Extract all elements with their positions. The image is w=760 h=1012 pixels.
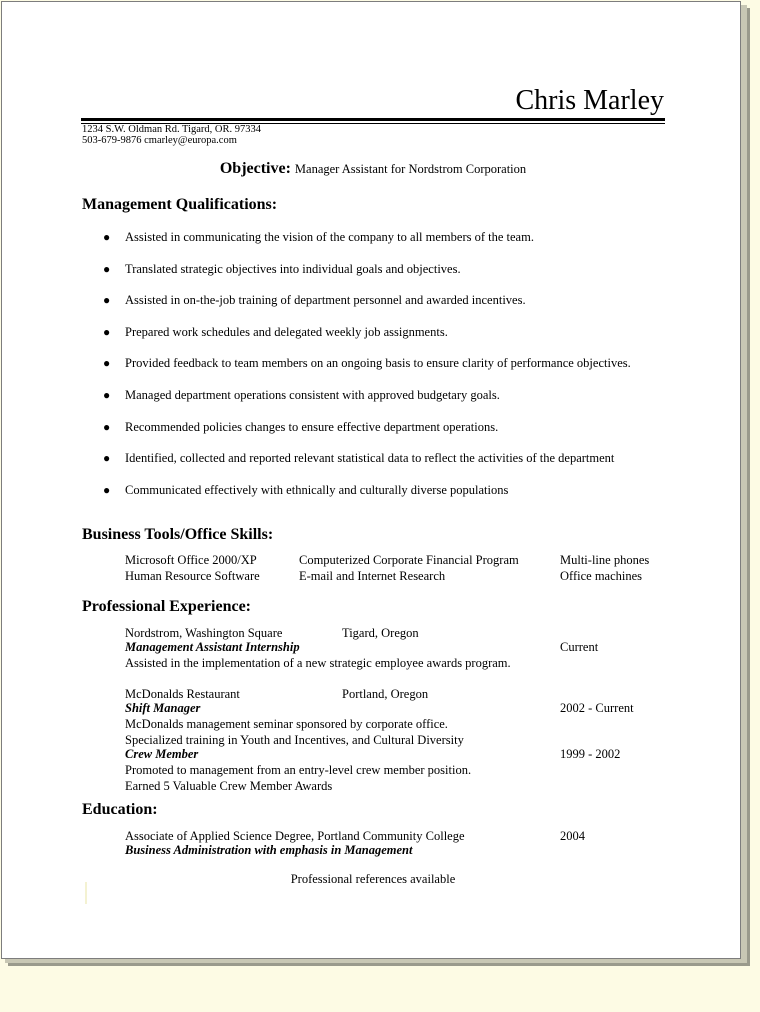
skill-item: E-mail and Internet Research (299, 569, 446, 583)
job-detail: McDonalds management seminar sponsored by corporate office. (125, 717, 448, 731)
bullet-icon: ● (103, 420, 111, 434)
skill-item: Microsoft Office 2000/XP (125, 553, 257, 567)
job-dates: 1999 - 2002 (560, 747, 621, 761)
job-dates: Current (560, 640, 599, 654)
education-major: Business Administration with emphasis in Management (125, 843, 413, 857)
skill-item: Computerized Corporate Financial Program (299, 553, 519, 567)
job-role: Crew Member (125, 747, 199, 761)
bullet-icon: ● (103, 293, 111, 307)
objective-text: Manager Assistant for Nordstrom Corporation (294, 162, 527, 176)
objective-label: Objective: (219, 160, 291, 177)
job-detail: Specialized training in Youth and Incentives, and Cultural Diversity (125, 733, 464, 747)
skill-item: Office machines (560, 569, 643, 583)
resume-page (1, 1, 741, 959)
objective-line (2, 160, 744, 178)
bullet-icon: ● (103, 388, 111, 402)
job-dates: 2002 - Current (560, 701, 634, 715)
education-degree: Associate of Applied Science Degree, Portland Community College (125, 829, 465, 843)
job-detail: Earned 5 Valuable Crew Member Awards (125, 779, 333, 793)
job-role: Shift Manager (125, 701, 201, 715)
bullet-icon: ● (103, 356, 111, 370)
applicant-name: Chris Marley (515, 85, 664, 116)
job-location: Portland, Oregon (342, 687, 429, 701)
qualification-item: Identified, collected and reported relevant statistical data to reflect the activities of the department (125, 451, 615, 465)
phone-email: 503-679-9876 cmarley@europa.com (82, 135, 237, 146)
section-title-skills: Business Tools/Office Skills: (82, 526, 274, 543)
job-location: Tigard, Oregon (342, 626, 419, 640)
section-title-experience: Professional Experience: (82, 598, 252, 615)
section-title-education: Education: (82, 801, 158, 818)
section-title-qualifications: Management Qualifications: (82, 196, 278, 213)
qualification-item: Translated strategic objectives into individual goals and objectives. (125, 262, 461, 276)
education-year: 2004 (560, 829, 585, 843)
skill-item: Multi-line phones (560, 553, 650, 567)
bullet-icon: ● (103, 483, 111, 497)
qualification-item: Prepared work schedules and delegated weekly job assignments. (125, 325, 448, 339)
job-employer: McDonalds Restaurant (125, 687, 240, 701)
references-note: Professional references available (290, 872, 456, 886)
qualification-item: Recommended policies changes to ensure effective department operations. (125, 420, 499, 434)
skill-item: Human Resource Software (125, 569, 260, 583)
job-employer: Nordstrom, Washington Square (125, 626, 283, 640)
job-detail: Assisted in the implementation of a new strategic employee awards program. (125, 656, 511, 670)
header-rule-thick (81, 118, 665, 121)
job-detail: Promoted to management from an entry-level crew member position. (125, 763, 472, 777)
bullet-icon: ● (103, 230, 111, 244)
job-role: Management Assistant Internship (125, 640, 300, 654)
bullet-icon: ● (103, 262, 111, 276)
qualification-item: Communicated effectively with ethnically and culturally diverse populations (125, 483, 509, 497)
bullet-icon: ● (103, 325, 111, 339)
bullet-icon: ● (103, 451, 111, 465)
qualification-item: Assisted in on-the-job training of department personnel and awarded incentives. (125, 293, 526, 307)
qualification-item: Assisted in communicating the vision of the company to all members of the team. (125, 230, 534, 244)
qualification-item: Provided feedback to team members on an ongoing basis to ensure clarity of performance objectives. (125, 356, 631, 370)
address: 1234 S.W. Oldman Rd. Tigard, OR. 97334 (82, 124, 262, 135)
qualification-item: Managed department operations consistent with approved budgetary goals. (125, 388, 500, 402)
